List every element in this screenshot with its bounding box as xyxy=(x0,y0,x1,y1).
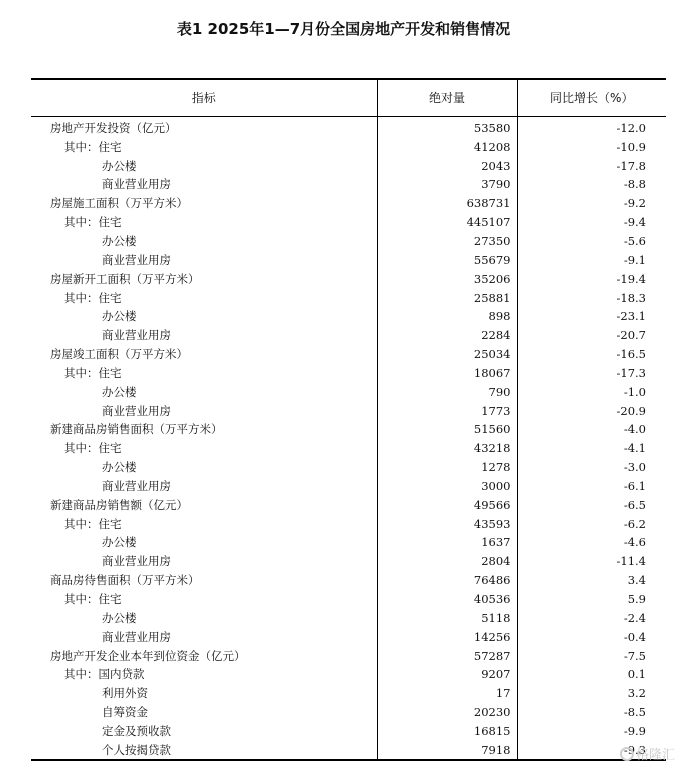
table-row xyxy=(31,156,666,175)
row-value: 25881 xyxy=(377,288,517,307)
row-growth: -5.6 xyxy=(623,233,646,248)
row-value: 5118 xyxy=(377,608,517,627)
table-row xyxy=(31,439,666,458)
table-row xyxy=(31,116,666,137)
row-value: 17 xyxy=(377,684,517,703)
table-row xyxy=(31,232,666,251)
table-row xyxy=(31,533,666,552)
row-label: 房地产开发企业本年到位资金（亿元） xyxy=(50,648,246,663)
row-growth: -19.4 xyxy=(616,271,646,286)
row-growth: -3.0 xyxy=(623,460,646,475)
row-label: 办公楼 xyxy=(102,309,137,324)
row-label: 办公楼 xyxy=(102,233,137,248)
row-growth: -9.3 xyxy=(517,740,666,760)
row-growth: -8.8 xyxy=(623,177,646,192)
table-row xyxy=(31,250,666,269)
table-row xyxy=(31,684,666,703)
row-growth: -6.5 xyxy=(623,497,646,512)
row-growth: -0.4 xyxy=(623,629,646,644)
table-row xyxy=(31,703,666,722)
row-label: 办公楼 xyxy=(102,610,137,625)
table-row xyxy=(31,288,666,307)
table-row xyxy=(31,646,666,665)
row-value: 3000 xyxy=(377,477,517,496)
row-growth: -17.8 xyxy=(616,158,646,173)
row-growth: 3.4 xyxy=(627,573,646,588)
row-value: 2284 xyxy=(377,326,517,345)
row-growth: -12.0 xyxy=(616,120,646,135)
table-row xyxy=(31,213,666,232)
row-value: 76486 xyxy=(377,571,517,590)
table-title: 表1 2025年1—7月份全国房地产开发和销售情况 xyxy=(176,20,511,38)
table-body xyxy=(31,116,666,760)
row-growth: -18.3 xyxy=(616,290,646,305)
row-label: 商业营业用房 xyxy=(102,554,171,569)
table-row xyxy=(31,307,666,326)
row-value: 1773 xyxy=(377,401,517,420)
row-label: 利用外资 xyxy=(102,686,148,701)
data-table xyxy=(31,78,666,761)
row-value: 25034 xyxy=(377,345,517,364)
row-growth: -9.4 xyxy=(623,215,646,230)
table-row xyxy=(31,269,666,288)
row-growth: -17.3 xyxy=(616,365,646,380)
row-value: 14256 xyxy=(377,627,517,646)
row-label: 自筹资金 xyxy=(102,705,148,720)
row-growth: -9.1 xyxy=(623,252,646,267)
row-growth: -2.4 xyxy=(623,610,646,625)
row-label: 商品房待售面积（万平方米） xyxy=(50,573,200,588)
row-value: 51560 xyxy=(377,420,517,439)
row-growth: -23.1 xyxy=(616,309,646,324)
table-row xyxy=(31,495,666,514)
row-label: 其中：国内贷款 xyxy=(64,667,145,682)
row-label: 其中：住宅 xyxy=(64,290,122,305)
row-growth: 3.2 xyxy=(627,686,646,701)
row-value: 35206 xyxy=(377,269,517,288)
table-row xyxy=(31,137,666,156)
row-growth: -1.0 xyxy=(623,384,646,399)
row-growth: -11.4 xyxy=(616,554,646,569)
row-growth: -16.5 xyxy=(616,347,646,362)
row-value: 16815 xyxy=(377,722,517,741)
row-label: 办公楼 xyxy=(102,535,137,550)
table-row xyxy=(31,401,666,420)
row-value: 2043 xyxy=(377,156,517,175)
row-growth: -10.9 xyxy=(616,139,646,154)
row-value: 898 xyxy=(377,307,517,326)
row-label: 办公楼 xyxy=(102,384,137,399)
table-row xyxy=(31,608,666,627)
table-row xyxy=(31,477,666,496)
row-growth: -20.9 xyxy=(616,403,646,418)
row-value: 1637 xyxy=(377,533,517,552)
header-absolute: 绝对量 xyxy=(377,79,517,116)
table-row xyxy=(31,740,666,760)
row-value: 40536 xyxy=(377,590,517,609)
row-label: 房屋新开工面积（万平方米） xyxy=(50,271,200,286)
row-value: 53580 xyxy=(377,116,517,137)
table-row xyxy=(31,722,666,741)
row-growth: -20.7 xyxy=(616,328,646,343)
row-value: 20230 xyxy=(377,703,517,722)
data-table-container xyxy=(31,78,666,761)
row-label: 办公楼 xyxy=(102,460,137,475)
table-row xyxy=(31,194,666,213)
table-row xyxy=(31,326,666,345)
row-value: 49566 xyxy=(377,495,517,514)
row-label: 商业营业用房 xyxy=(102,478,171,493)
table-row xyxy=(31,571,666,590)
row-label: 其中：住宅 xyxy=(64,365,122,380)
row-value: 7918 xyxy=(377,740,517,760)
row-value: 41208 xyxy=(377,137,517,156)
row-value: 445107 xyxy=(377,213,517,232)
row-label: 新建商品房销售面积（万平方米） xyxy=(50,422,223,437)
row-growth: -8.5 xyxy=(623,705,646,720)
header-indicator: 指标 xyxy=(31,79,377,116)
row-growth: -4.0 xyxy=(623,422,646,437)
row-growth: -9.9 xyxy=(623,723,646,738)
row-growth: -4.6 xyxy=(623,535,646,550)
table-row xyxy=(31,420,666,439)
header-growth: 同比增长（%） xyxy=(517,79,666,116)
row-label: 商业营业用房 xyxy=(102,252,171,267)
table-header-row xyxy=(31,79,666,116)
row-label: 房屋竣工面积（万平方米） xyxy=(50,347,188,362)
row-label: 商业营业用房 xyxy=(102,403,171,418)
row-label: 商业营业用房 xyxy=(102,177,171,192)
row-label: 房屋施工面积（万平方米） xyxy=(50,196,188,211)
row-value: 18067 xyxy=(377,363,517,382)
table-row xyxy=(31,552,666,571)
row-growth: -7.5 xyxy=(623,648,646,663)
row-label: 其中：住宅 xyxy=(64,215,122,230)
row-label: 房地产开发投资（亿元） xyxy=(50,120,177,135)
table-row xyxy=(31,175,666,194)
table-row xyxy=(31,382,666,401)
row-label: 商业营业用房 xyxy=(102,629,171,644)
table-row xyxy=(31,363,666,382)
table-row xyxy=(31,514,666,533)
row-growth: -9.2 xyxy=(623,196,646,211)
table-row xyxy=(31,458,666,477)
row-growth: -4.1 xyxy=(623,441,646,456)
row-label: 其中：住宅 xyxy=(64,516,122,531)
row-value: 2804 xyxy=(377,552,517,571)
row-label: 新建商品房销售额（亿元） xyxy=(50,497,188,512)
row-value: 790 xyxy=(377,382,517,401)
row-label: 个人按揭贷款 xyxy=(31,740,377,760)
watermark xyxy=(620,744,675,763)
row-value: 55679 xyxy=(377,250,517,269)
row-value: 638731 xyxy=(377,194,517,213)
row-label: 其中：住宅 xyxy=(64,441,122,456)
row-value: 3790 xyxy=(377,175,517,194)
row-growth: -6.1 xyxy=(623,478,646,493)
watermark-logo-icon xyxy=(620,747,634,761)
row-label: 定金及预收款 xyxy=(102,723,171,738)
table-row xyxy=(31,627,666,646)
row-label: 商业营业用房 xyxy=(102,328,171,343)
row-value: 27350 xyxy=(377,232,517,251)
row-value: 1278 xyxy=(377,458,517,477)
table-row xyxy=(31,665,666,684)
row-value: 57287 xyxy=(377,646,517,665)
row-label: 办公楼 xyxy=(102,158,137,173)
row-growth: 5.9 xyxy=(627,592,646,607)
row-growth: 0.1 xyxy=(627,667,646,682)
row-value: 43218 xyxy=(377,439,517,458)
row-value: 43593 xyxy=(377,514,517,533)
row-growth: -6.2 xyxy=(623,516,646,531)
watermark-text: 格隆汇 xyxy=(635,748,675,763)
row-label: 其中：住宅 xyxy=(64,592,122,607)
row-value: 9207 xyxy=(377,665,517,684)
table-row xyxy=(31,590,666,609)
row-label: 其中：住宅 xyxy=(64,139,122,154)
table-row xyxy=(31,345,666,364)
